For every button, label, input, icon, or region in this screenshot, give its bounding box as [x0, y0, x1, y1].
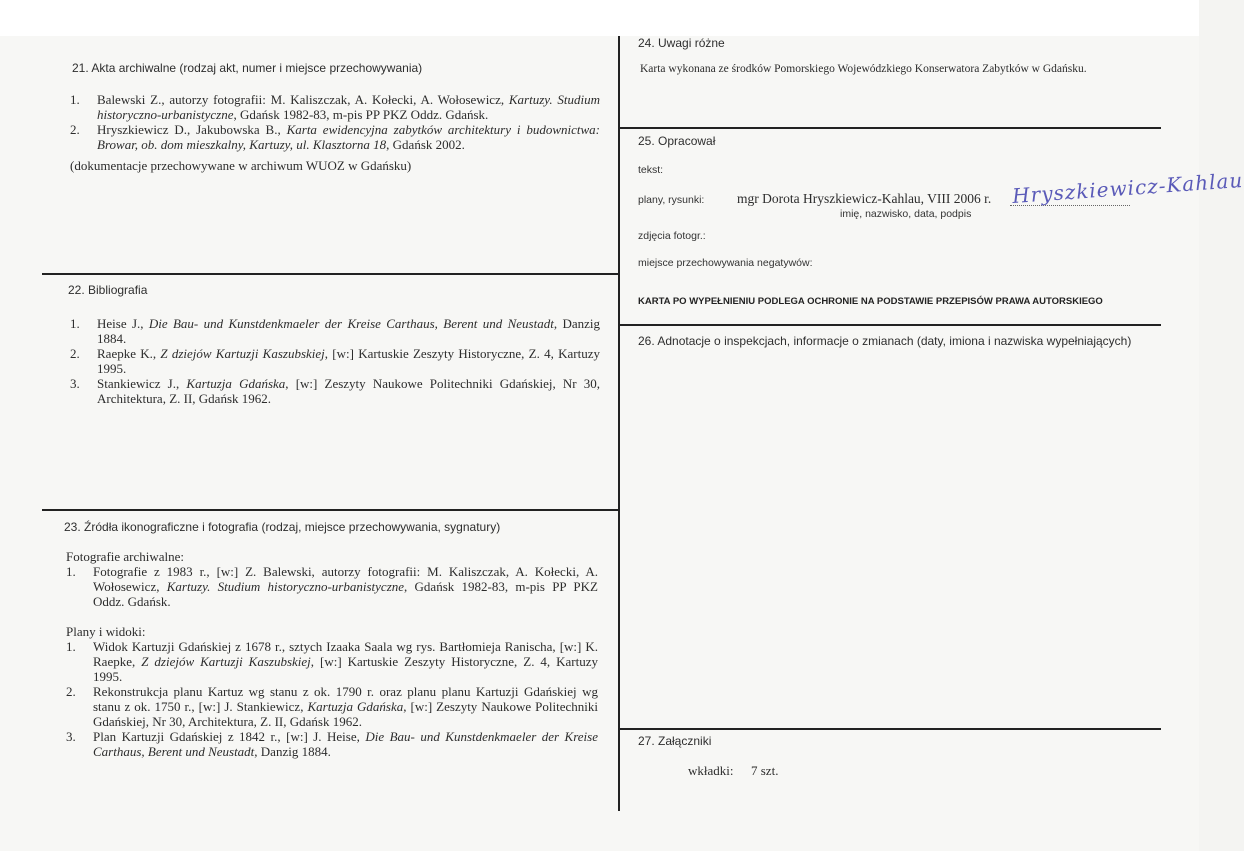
list-item: 1. Widok Kartuzji Gdańskiej z 1678 r., sztych Izaaka Saala wg rys. Bartłomieja Ranischa, [w:] K. Raepke, Z dziejów Kartuzji Kaszubskiej, [w:] Kartuskie Zeszyty Historyczne, Z. 4, Kartuzy 1995.	[66, 639, 598, 684]
divider-25-26	[620, 324, 1161, 326]
plany-label: plany, rysunki:	[638, 194, 705, 206]
copyright-notice: KARTA PO WYPEŁNIENIU PODLEGA OCHRONIE NA PODSTAWIE PRZEPISÓW PRAWA AUTORSKIEGO	[638, 296, 1103, 307]
section-23-content	[66, 549, 598, 759]
plany-value: mgr Dorota Hryszkiewicz-Kahlau, VIII 2006 r.	[737, 191, 992, 206]
photos-subheading: Fotografie archiwalne:	[66, 549, 185, 564]
center-divider	[618, 36, 620, 811]
signature-caption: imię, nazwisko, data, podpis	[840, 208, 972, 220]
section-22-list	[70, 316, 600, 406]
handwritten-signature: Hryszkiewicz-Kahlau	[1011, 167, 1244, 209]
section-24-heading: 24. Uwagi różne	[638, 36, 725, 50]
attachments-label: wkładki:	[688, 763, 734, 778]
section-21-list	[70, 92, 600, 173]
section-23-heading: 23. Źródła ikonograficzne i fotografia (rodzaj, miejsce przechowywania, sygnatury)	[64, 520, 501, 534]
attachments-value: 7 szt.	[751, 763, 779, 778]
list-item: 1. Fotografie z 1983 r., [w:] Z. Balewski, autorzy fotografii: M. Kaliszczak, A. Kołecki, A. Wołosewicz, Kartuzy. Studium historyczno-urbanistyczne, Gdańsk 1982-83, m-pis PP PKZ Oddz. Gdańsk.	[66, 564, 598, 609]
divider-22-23	[42, 509, 619, 511]
list-item: 3. Stankiewicz J., Kartuzja Gdańska, [w:] Zeszyty Naukowe Politechniki Gdańskiej, Nr 30, Architektura, Z. II, Gdańsk 1962.	[70, 376, 601, 406]
section-24-text: Karta wykonana ze środków Pomorskiego Wojewódzkiego Konserwatora Zabytków w Gdańsku.	[640, 63, 1087, 75]
top-margin	[0, 0, 1199, 36]
section-26-heading: 26. Adnotacje o inspekcjach, informacje o zmianach (daty, imiona i nazwiska wypełniających)	[638, 334, 1132, 348]
section-21-note: (dokumentacje przechowywane w archiwum WUOZ w Gdańsku)	[70, 158, 412, 173]
zdjecia-label: zdjęcia fotogr.:	[638, 230, 706, 242]
section-21-heading: 21. Akta archiwalne (rodzaj akt, numer i miejsce przechowywania)	[72, 61, 423, 75]
plans-subheading: Plany i widoki:	[66, 624, 146, 639]
section-25-heading: 25. Opracował	[638, 134, 716, 148]
list-item: 1. Balewski Z., autorzy fotografii: M. Kaliszczak, A. Kołecki, A. Wołosewicz, Kartuzy. Studium historyczno-urbanistyczne, Gdańsk 1982-83, m-pis PP PKZ Oddz. Gdańsk.	[70, 92, 600, 122]
divider-26-27	[620, 728, 1161, 730]
divider-21-22	[42, 273, 619, 275]
miejsce-label: miejsce przechowywania negatywów:	[638, 257, 813, 269]
list-item: 3. Plan Kartuzji Gdańskiej z 1842 r., [w:] J. Heise, Die Bau- und Kunstdenkmaeler der Kreise Carthaus, Berent und Neustadt, Danzig 1884.	[66, 729, 598, 759]
list-item: 2. Raepke K., Z dziejów Kartuzji Kaszubskiej, [w:] Kartuskie Zeszyty Historyczne, Z. 4, Kartuzy 1995.	[70, 346, 600, 376]
tekst-label: tekst:	[638, 164, 664, 176]
divider-24-25	[620, 127, 1161, 129]
list-item: 2. Rekonstrukcja planu Kartuz wg stanu z ok. 1790 r. oraz planu planu Kartuzji Gdańskiej wg stanu z ok. 1750 r., [w:] J. Stankiewicz, Kartuzja Gdańska, [w:] Zeszyty Naukowe Politechniki Gdańskiej, Nr 30, Architektura, Z. II, Gdańsk 1962.	[66, 684, 598, 729]
list-item: 2. Hryszkiewicz D., Jakubowska B., Karta ewidencyjna zabytków architektury i budownictwa: Browar, ob. dom mieszkalny, Kartuzy, ul. Klasztorna 18, Gdańsk 2002.	[70, 122, 601, 152]
section-27-heading: 27. Załączniki	[638, 734, 712, 748]
list-item: 1. Heise J., Die Bau- und Kunstdenkmaeler der Kreise Carthaus, Berent und Neustadt, Danzig 1884.	[70, 316, 600, 346]
section-22-heading: 22. Bibliografia	[68, 283, 148, 297]
